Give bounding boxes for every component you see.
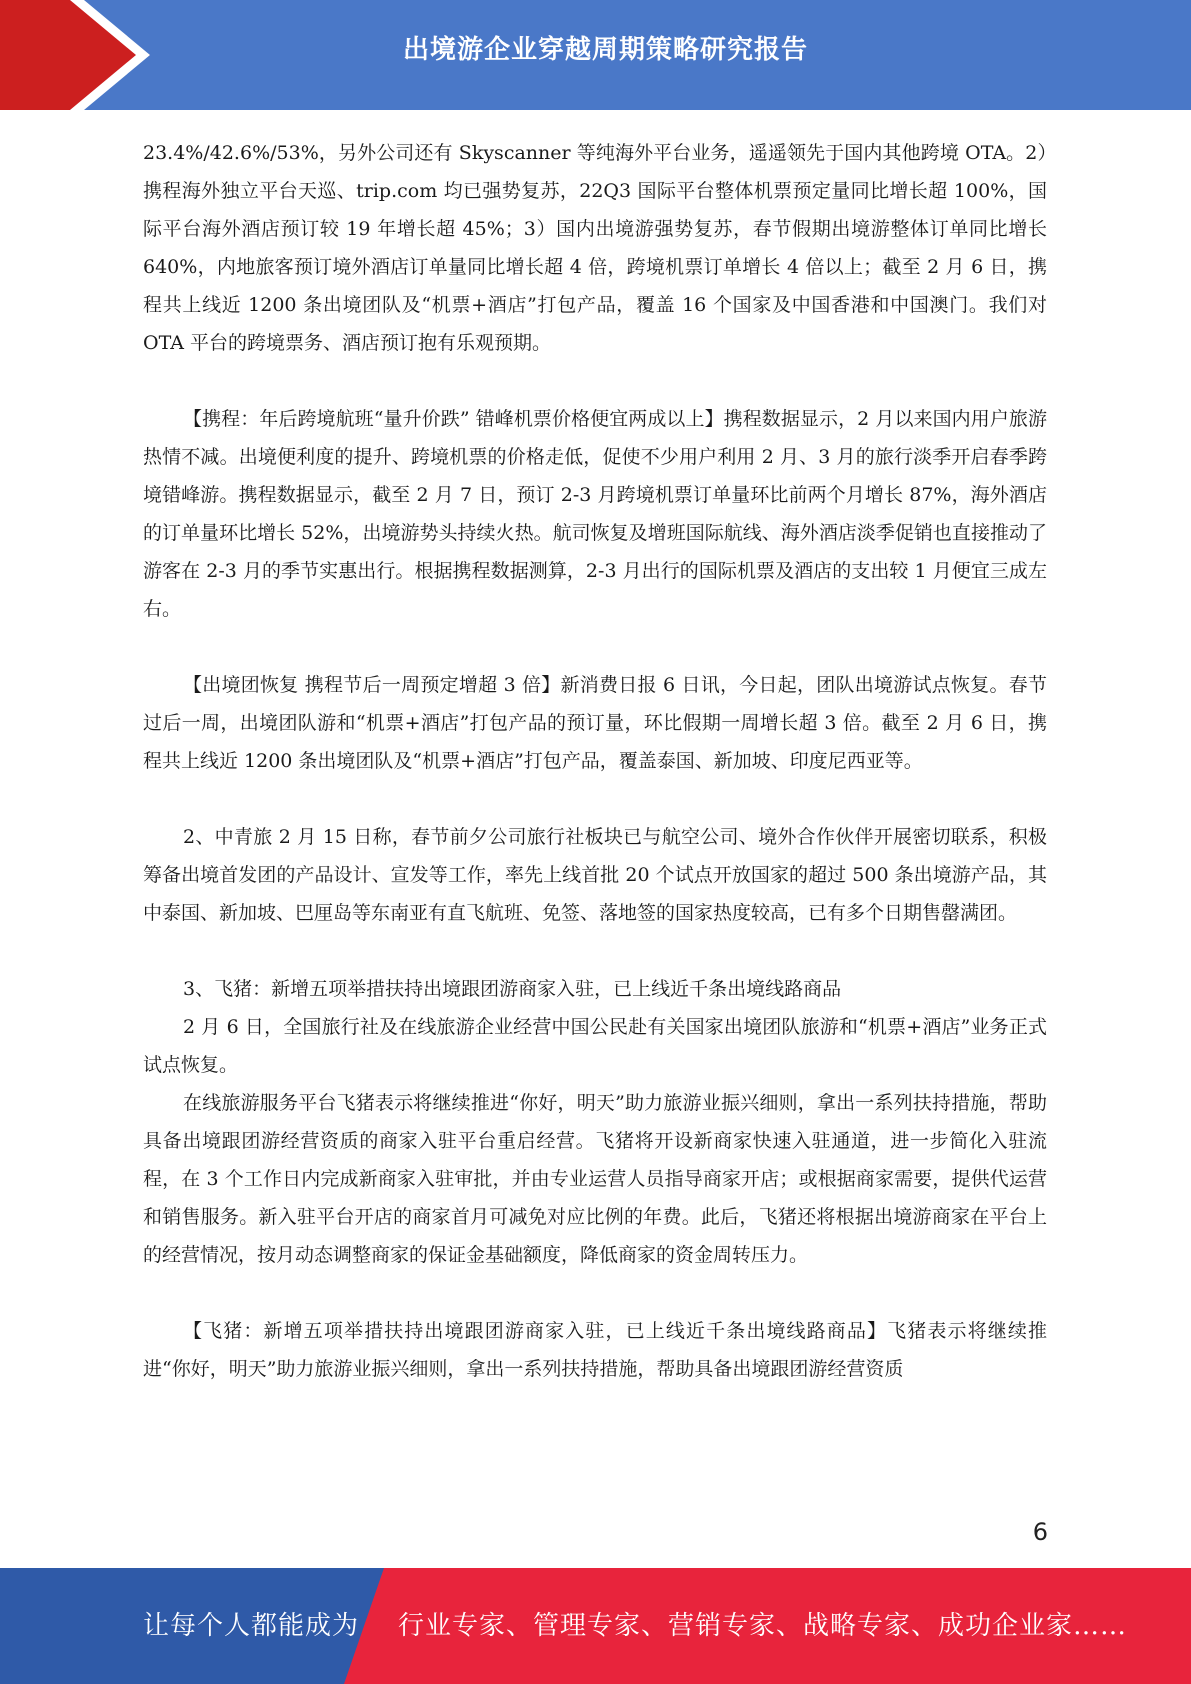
section-heading: 3、飞猪：新增五项举措扶持出境跟团游商家入驻，已上线近千条出境线路商品 <box>183 978 842 1000</box>
paragraph: 2 月 6 日，全国旅行社及在线旅游企业经营中国公民赴有关国家出境团队旅游和“机票+酒店”业务正式试点恢复。 <box>143 1016 1047 1076</box>
page-number: 6 <box>1032 1518 1048 1546</box>
paragraph: 【携程：年后跨境航班“量升价跌” 错峰机票价格便宜两成以上】携程数据显示，2 月以来国内用户旅游热情不减。出境便利度的提升、跨境机票的价格走低，促使不少用户利用 2 月、3 月的旅行淡季开启春季跨境错峰游。携程数据显示，截至 2 月 7 日，预订 2-3 月跨境机票订单量环比前两个月增长 87%，海外酒店的订单量环比增长 52%，出境游势头持续火热。航司恢复及增班国际航线、海外酒店淡季促销也直接推动了游客在 2-3 月的季节实惠出行。根据携程数据测算，2-3 月出行的国际机票及酒店的支出较 1 月便宜三成左右。 <box>143 408 1047 620</box>
paragraph: 2、中青旅 2 月 15 日称，春节前夕公司旅行社板块已与航空公司、境外合作伙伴开展密切联系，积极筹备出境首发团的产品设计、宣发等工作，率先上线首批 20 个试点开放国家的超过 500 条出境游产品，其中泰国、新加坡、巴厘岛等东南亚有直飞航班、免签、落地签的国家热度较高，已有多个日期售罄满团。 <box>143 826 1047 924</box>
paragraph: 【飞猪：新增五项举措扶持出境跟团游商家入驻，已上线近千条出境线路商品】飞猪表示将继续推进“你好，明天”助力旅游业振兴细则，拿出一系列扶持措施，帮助具备出境跟团游经营资质 <box>143 1320 1047 1380</box>
paragraph: 在线旅游服务平台飞猪表示将继续推进“你好，明天”助力旅游业振兴细则，拿出一系列扶持措施，帮助具备出境跟团游经营资质的商家入驻平台重启经营。飞猪将开设新商家快速入驻通道，进一步简化入驻流程，在 3 个工作日内完成新商家入驻审批，并由专业运营人员指导商家开店；或根据商家需要，提供代运营和销售服务。新入驻平台开店的商家首月可减免对应比例的年费。此后，飞猪还将根据出境游商家在平台上的经营情况，按月动态调整商家的保证金基础额度，降低商家的资金周转压力。 <box>143 1092 1047 1266</box>
page-footer <box>0 1568 1191 1684</box>
page-header <box>0 0 1191 110</box>
document-body <box>143 134 1047 1388</box>
page-title: 出境游企业穿越周期策略研究报告 <box>402 35 808 65</box>
paragraph: 23.4%/42.6%/53%，另外公司还有 Skyscanner 等纯海外平台业务，遥遥领先于国内其他跨境 OTA。2）携程海外独立平台天巡、trip.com 均已强势复苏，22Q3 国际平台整体机票预定量同比增长超 100%，国际平台海外酒店预订较 19 年增长超 45%；3）国内出境游强势复苏，春节假期出境游整体订单同比增长 640%，内地旅客预订境外酒店订单量同比增长超 4 倍，跨境机票订单增长 4 倍以上；截至 2 月 6 日，携程共上线近 1200 条出境团队及“机票+酒店”打包产品，覆盖 16 个国家及中国香港和中国澳门。我们对 OTA 平台的跨境票务、酒店预订抱有乐观预期。 <box>143 142 1047 354</box>
footer-slogan-left: 让每个人都能成为 <box>143 1611 360 1641</box>
paragraph: 【出境团恢复 携程节后一周预定增超 3 倍】新消费日报 6 日讯，今日起，团队出境游试点恢复。春节过后一周，出境团队游和“机票+酒店”打包产品的预订量，环比假期一周增长超 3 倍。截至 2 月 6 日，携程共上线近 1200 条出境团队及“机票+酒店”打包产品，覆盖泰国、新加坡、印度尼西亚等。 <box>143 674 1047 772</box>
footer-slogan-right: 行业专家、管理专家、营销专家、战略专家、成功企业家…… <box>398 1611 1128 1641</box>
